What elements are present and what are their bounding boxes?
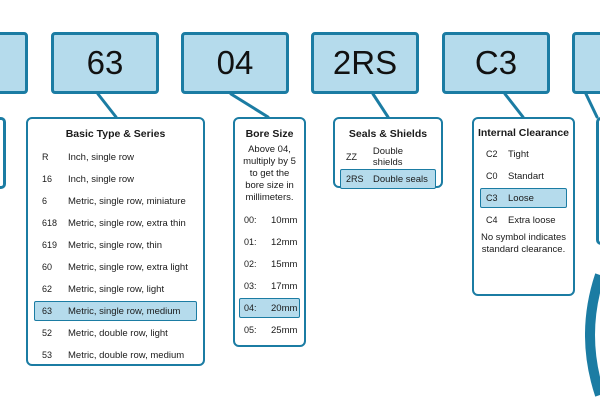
type-row-selected: 63 Metric, single row, medium bbox=[34, 301, 197, 321]
bore-row: 02: 15mm bbox=[244, 258, 298, 270]
type-row: 16 Inch, single row bbox=[42, 173, 135, 185]
internal-clearance-panel bbox=[472, 117, 575, 296]
bore-row-selected: 04: 20mm bbox=[239, 298, 300, 318]
clearance-row: C4 Extra loose bbox=[486, 214, 556, 226]
type-row: 619 Metric, single row, thin bbox=[42, 239, 162, 251]
bore-size-title: Bore Size bbox=[245, 128, 294, 140]
bore-row: 00: 10mm bbox=[244, 214, 298, 226]
basic-type-panel bbox=[26, 117, 205, 366]
bore-size-panel bbox=[233, 117, 306, 347]
seals-shields-panel bbox=[333, 117, 443, 188]
type-row: 6 Metric, single row, miniature bbox=[42, 195, 186, 207]
partial-panel-right bbox=[596, 117, 600, 245]
connector-bore bbox=[231, 94, 268, 117]
connector-clearance bbox=[505, 94, 523, 117]
seal-row-selected: 2RS Double seals bbox=[340, 169, 436, 189]
partial-circle-right bbox=[585, 270, 600, 400]
type-row: 62 Metric, single row, light bbox=[42, 283, 165, 295]
connector-right bbox=[586, 94, 597, 117]
clearance-row-selected: C3 Loose bbox=[480, 188, 567, 208]
bore-code-box: 04 bbox=[181, 32, 289, 94]
seals-code-box: 2RS bbox=[311, 32, 419, 94]
type-row: R Inch, single row bbox=[42, 151, 135, 163]
clearance-row: C2 Tight bbox=[486, 148, 529, 160]
type-row: 52 Metric, double row, light bbox=[42, 327, 168, 339]
bore-row: 05: 25mm bbox=[244, 324, 298, 336]
clearance-code-box: C3 bbox=[442, 32, 550, 94]
bore-row: 01: 12mm bbox=[244, 236, 298, 248]
series-code-box: 63 bbox=[51, 32, 159, 94]
type-row: 60 Metric, single row, extra light bbox=[42, 261, 188, 273]
connector-seals bbox=[373, 94, 388, 117]
connector-lines bbox=[0, 0, 600, 130]
bore-size-note: Above 04, multiply by 5 to get the bore size in millimeters. bbox=[243, 144, 296, 203]
type-row: 53 Metric, double row, medium bbox=[42, 349, 185, 361]
clearance-row: C0 Standart bbox=[486, 170, 544, 182]
internal-clearance-title: Internal Clearance bbox=[477, 127, 570, 139]
seals-shields-title: Seals & Shields bbox=[348, 128, 428, 140]
connector-series bbox=[98, 94, 116, 117]
basic-type-title: Basic Type & Series bbox=[65, 128, 166, 140]
seal-row: ZZ Double shields bbox=[346, 146, 404, 168]
bore-row: 03: 17mm bbox=[244, 280, 298, 292]
type-row: 618 Metric, single row, extra thin bbox=[42, 217, 186, 229]
clearance-note: No symbol indicates standard clearance. bbox=[480, 232, 566, 255]
